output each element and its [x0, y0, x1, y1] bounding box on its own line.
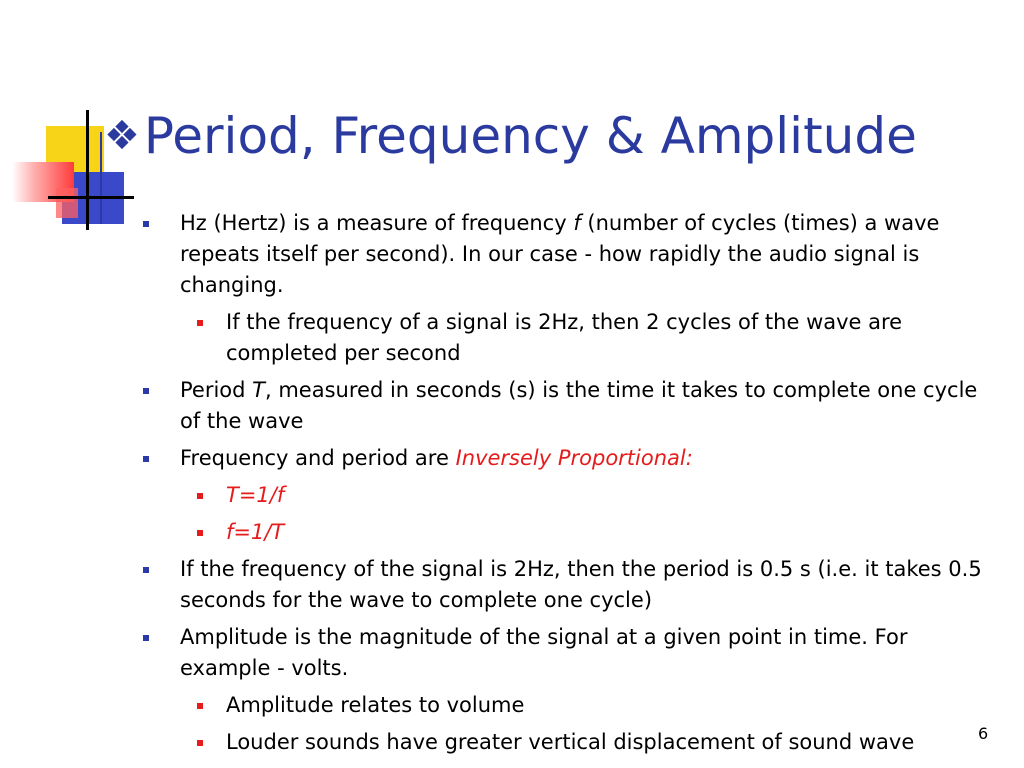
square-bullet-icon	[143, 221, 149, 227]
title-row	[104, 100, 917, 172]
bullet-emphasis: f	[573, 211, 581, 235]
bullet-2hz-period	[140, 554, 990, 616]
logo-horizontal-line	[48, 196, 134, 199]
subbullet-2hz-cycles	[140, 307, 990, 369]
bullet-text: If the frequency of a signal is 2Hz, then 2 cycles of the wave are completed per second	[226, 310, 903, 365]
logo-vertical-line-blue	[100, 132, 102, 224]
square-bullet-icon	[197, 740, 203, 746]
square-bullet-icon	[197, 320, 203, 326]
bullet-amplitude	[140, 622, 990, 684]
bullet-text: Frequency and period are	[180, 446, 456, 470]
subbullet-frequency-formula	[140, 517, 990, 548]
bullet-text: Amplitude relates to volume	[226, 693, 525, 717]
subbullet-louder-sounds	[140, 727, 990, 758]
bullet-emphasis: Inversely Proportional:	[455, 446, 693, 470]
logo-vertical-line	[86, 110, 89, 230]
bullet-text: (number of cycles (times) a wave repeats itself per second). In our case - how rapidly the audio signal is changing.	[180, 211, 940, 297]
diamond-bullet-icon: ❖	[104, 113, 140, 159]
square-bullet-icon	[143, 388, 149, 394]
bullet-text: Hz (Hertz) is a measure of frequency	[180, 211, 574, 235]
formula-text: f=1/T	[226, 520, 285, 544]
bullet-emphasis: T	[252, 378, 265, 402]
slide-number: 6	[978, 724, 989, 743]
formula-text: T=1/f	[226, 483, 285, 507]
square-bullet-icon	[197, 703, 203, 709]
slide-title: Period, Frequency & Amplitude	[143, 106, 917, 165]
square-bullet-icon	[197, 493, 203, 499]
square-bullet-icon	[143, 567, 149, 573]
square-bullet-icon	[143, 456, 149, 462]
bullet-text: Amplitude is the magnitude of the signal at a given point in time. For example - volts.	[180, 625, 908, 680]
bullet-text: Louder sounds have greater vertical displacement of sound wave	[226, 730, 915, 754]
subbullet-amplitude-volume	[140, 690, 990, 721]
bullet-period	[140, 375, 990, 437]
square-bullet-icon	[197, 530, 203, 536]
bullet-inversely-proportional	[140, 443, 990, 474]
bullet-text: If the frequency of the signal is 2Hz, then the period is 0.5 s (i.e. it takes 0.5 seconds for the wave to complete one cycle)	[180, 557, 982, 612]
square-bullet-icon	[143, 635, 149, 641]
bullet-text: , measured in seconds (s) is the time it takes to complete one cycle of the wave	[180, 378, 978, 433]
subbullet-period-formula	[140, 480, 990, 511]
bullet-hertz	[140, 208, 990, 301]
logo-red-square	[56, 188, 78, 218]
bullet-text: Period	[180, 378, 253, 402]
slide-content	[140, 208, 990, 764]
